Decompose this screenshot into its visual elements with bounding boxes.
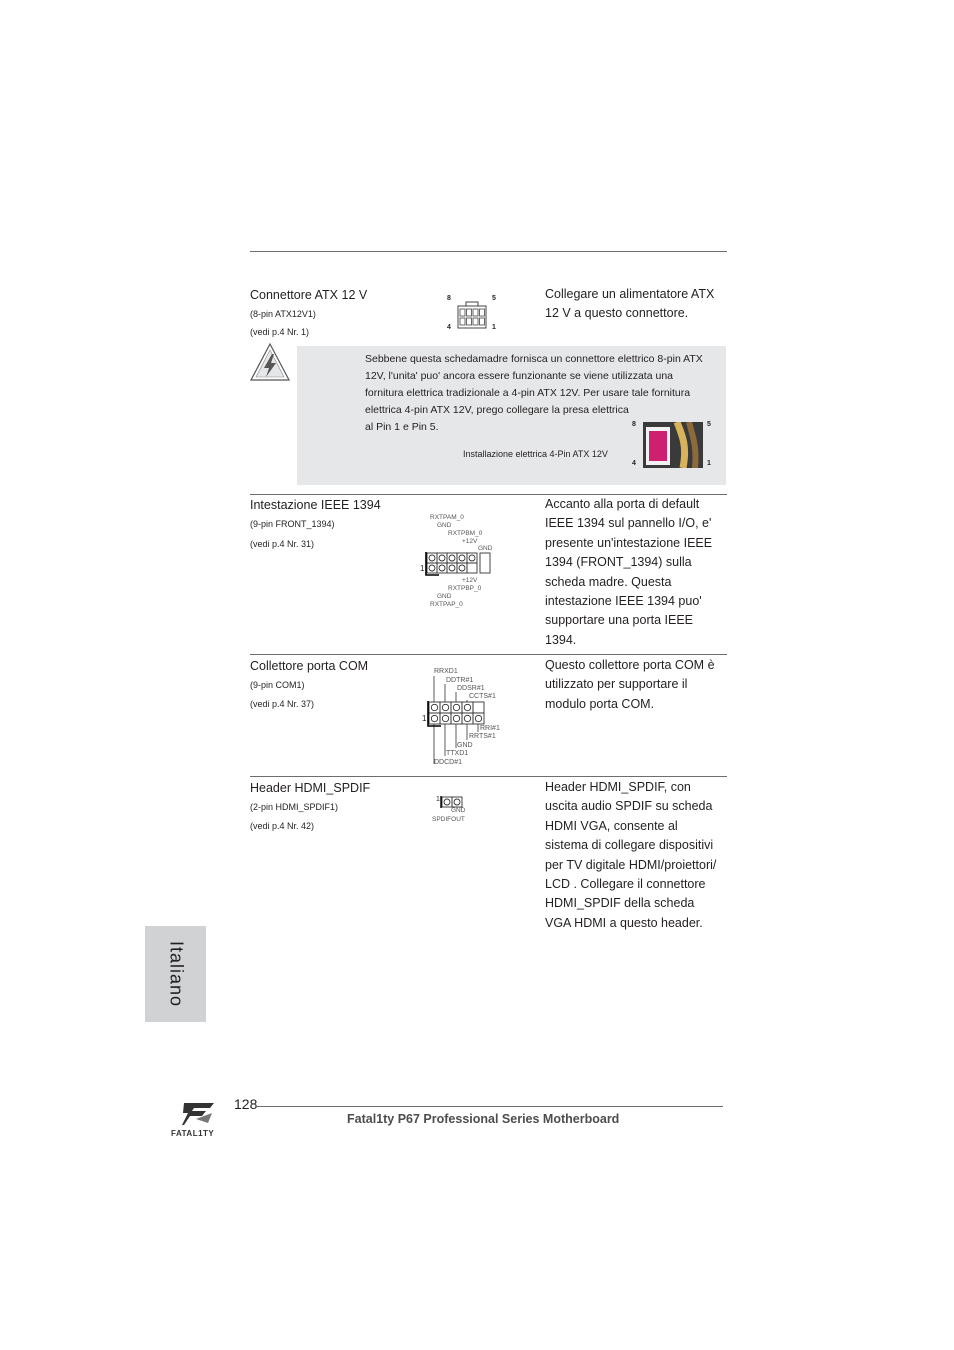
pin-one-label: 1: [436, 796, 440, 803]
atx12v-connector-diagram: [444, 293, 504, 335]
fatal1ty-logo: [170, 1101, 230, 1141]
pin-label: RRXD1: [434, 668, 458, 675]
com-header-diagram: [420, 666, 510, 770]
fatal1ty-logo-icon: [180, 1101, 218, 1127]
pin-label: 8: [632, 421, 636, 428]
hdmi-spdif-title: Header HDMI_SPDIF: [250, 781, 371, 795]
ieee1394-description: Accanto alla porta di default IEEE 1394 sul pannello I/O, e' presente un'intestazione IEEE 1394 (FRONT_1394) sulla scheda madre. Questa intestazione IEEE 1394 puo' supportare una porta IEEE 1394.: [545, 497, 713, 647]
pin-label: RXTPBM_0: [448, 530, 483, 537]
pin-label: RXTPAP_0: [430, 601, 463, 608]
atx-4pin-photo-icon: [643, 422, 703, 468]
com-page-ref: (vedi p.4 Nr. 37): [250, 699, 315, 709]
pin-label: SPDIFOUT: [432, 816, 465, 823]
pin-label: DDSR#1: [457, 685, 485, 692]
ieee1394-header-diagram: [420, 512, 510, 612]
hdmi-spdif-header-diagram: [430, 792, 480, 826]
atx12v-pin-info: (8-pin ATX12V1): [250, 309, 316, 319]
pin-label: DDTR#1: [446, 677, 474, 684]
atx12v-description: Collegare un alimentatore ATX 12 V a questo connettore.: [545, 287, 715, 321]
hdmi-spdif-description: Header HDMI_SPDIF, con uscita audio SPDIF su scheda HDMI VGA, consente al sistema di collegare dispositivi per TV digitale HDMI/proiettori/ LCD . Collegare il connettore HDMI_SPDIF della scheda VGA HDMI a questo header.: [545, 780, 717, 930]
fatal1ty-logo-text: FATAL1TY: [171, 1129, 215, 1138]
pin-label: 8: [447, 295, 451, 302]
com-description: Questo collettore porta COM è utilizzato per supportare il modulo porta COM.: [545, 658, 715, 711]
pin-label: TTXD1: [446, 750, 469, 757]
pin-label: GND: [451, 807, 466, 814]
pin-label: 4: [632, 460, 636, 467]
pin-label: +12V: [462, 577, 478, 584]
pin-label: 5: [492, 295, 496, 302]
ieee1394-page-ref: (vedi p.4 Nr. 31): [250, 539, 315, 549]
pin-label: +12V: [462, 538, 478, 545]
warning-caption: Installazione elettrica 4-Pin ATX 12V: [463, 449, 608, 459]
page-number: 128: [234, 1096, 258, 1112]
hdmi-spdif-pin-info: (2-pin HDMI_SPDIF1): [250, 802, 339, 812]
section-divider: [250, 654, 727, 655]
ieee1394-title: Intestazione IEEE 1394: [250, 498, 381, 512]
pin-one-label: 1: [420, 564, 425, 573]
pin-label: GND: [437, 522, 452, 529]
pin-label: 4: [447, 324, 451, 331]
ieee1394-pin-info: (9-pin FRONT_1394): [250, 519, 335, 529]
pin-label: DDCD#1: [434, 759, 463, 766]
hdmi-spdif-page-ref: (vedi p.4 Nr. 42): [250, 821, 315, 831]
com-pin-grid-icon: [426, 676, 496, 768]
com-title: Collettore porta COM: [250, 659, 369, 673]
footer-rule: [256, 1106, 723, 1107]
pin-label: RXTPAM_0: [430, 514, 464, 521]
pin-one-label: 1: [422, 714, 427, 723]
pin-label: CCTS#1: [469, 693, 496, 700]
section-divider: [250, 776, 727, 777]
ieee1394-pin-grid-icon: [425, 552, 505, 580]
pin-label: 1: [707, 460, 711, 467]
pin-label: 1: [492, 324, 496, 331]
language-tab-label: Italiano: [166, 940, 186, 1008]
pin-label: GND: [478, 545, 493, 552]
pin-label: RRI#1: [480, 725, 500, 732]
atx12v-page-ref: (vedi p.4 Nr. 1): [250, 327, 310, 337]
pin-label: RXTPBP_0: [448, 585, 482, 592]
language-tab: [145, 926, 206, 1022]
atx-4pin-photo: [629, 420, 714, 470]
com-pin-info: (9-pin COM1): [250, 680, 305, 690]
warning-box: [297, 346, 726, 485]
warning-text: Sebbene questa schedamadre fornisca un connettore elettrico 8-pin ATX 12V, l'unita' puo' ancora essere funzionante se viene utilizzata una fornitura elettrica tradizionale a 4-pin ATX 12V. Per usare tale fornitura elettrica 4-pin ATX 12V, prego collegare la presa elettrica al Pin 1 e Pin 5.: [365, 353, 703, 433]
pin-label: RRTS#1: [469, 733, 496, 740]
top-rule: [250, 251, 727, 252]
pin-label: 5: [707, 421, 711, 428]
pin-label: GND: [437, 593, 452, 600]
pin-label: GND: [457, 742, 473, 749]
warning-icon: [249, 342, 291, 382]
footer-title: Fatal1ty P67 Professional Series Motherboard: [347, 1112, 620, 1126]
atx12v-title: Connettore ATX 12 V: [250, 288, 368, 302]
atx12v-connector-icon: [456, 301, 488, 331]
